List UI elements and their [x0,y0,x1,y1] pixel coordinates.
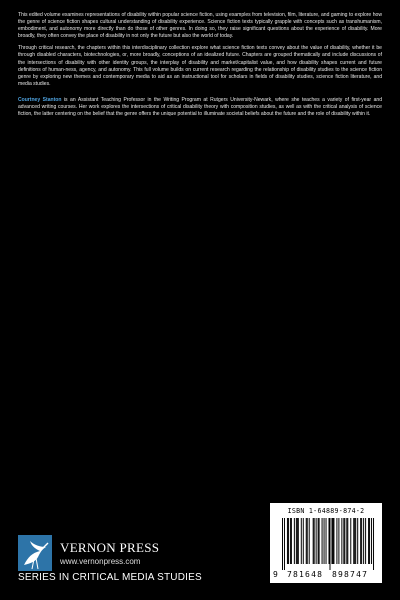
barcode-bar [314,518,315,564]
barcode-bar [353,518,354,564]
barcode-bar [301,518,302,564]
barcode-bar [355,518,356,564]
barcode-bar [316,518,317,564]
barcode-bar [332,518,333,564]
barcode-bar [297,518,298,564]
barcode-bar [347,518,348,564]
barcode-bar [329,518,330,564]
barcode-bar [284,518,285,570]
barcode-bar [322,518,323,564]
barcode-bar [373,518,374,570]
barcode-bar [298,518,299,564]
barcode-bar [309,518,310,564]
isbn-barcode [270,503,382,583]
barcode-bar [307,518,308,564]
barcode-bar [363,518,364,564]
barcode-bar [287,518,288,564]
barcode-bar [357,518,358,564]
barcode-bar [290,518,291,564]
barcode-bar [360,518,361,564]
barcode-bar [318,518,319,564]
barcode-bar [291,518,292,564]
heron-icon [18,535,52,571]
publisher-name: VERNON PRESS [60,539,160,555]
barcode-bars [282,518,376,570]
barcode-bar [288,518,289,564]
description-paragraph-2: Through critical research, the chapters within this interdisciplinary collection explore what science fiction texts convey about the value of disability, whether it be through disabled characters, biotechnologies, or, more broadly, conceptions of an idealized future. Chapters are grouped thematically and include discussions of the intersections of disability with other identity groups, the interplay of disability and market/capitalist value, and how disability shapes current and future definitions of human-ness, agency, and autonomy. This full volume builds on current research regarding the relationship of disability studies to the science fiction genre by exploring new themes and contemporary media to aid as an instructional tool for scholars in fields of disability studies, science fiction literature, and media studies. [18,45,382,87]
barcode-bar [365,518,366,564]
barcode-bar [319,518,320,564]
barcode-bar [306,518,307,564]
heron-logo-graphic [18,535,52,571]
barcode-bar [333,518,334,564]
barcode-bar [331,518,332,564]
barcode-bar [341,518,342,564]
publisher-logo [18,533,159,573]
barcode-bar [354,518,355,564]
barcode-bar [282,518,283,570]
barcode-bar [294,518,295,564]
cover-text [18,12,382,123]
publisher-text [60,540,159,567]
isbn-digit-first: 9 [273,570,278,579]
barcode-bar [336,518,337,564]
publisher-url: www.vernonpress.com [60,556,141,566]
isbn-digits-left: 781648 [287,570,324,579]
barcode-bar [344,518,345,564]
barcode-bar [338,518,339,564]
barcode-bar [303,518,304,564]
barcode-bar [324,518,325,564]
barcode-bar [350,518,351,564]
barcode-bar [326,518,327,564]
isbn-digits-right: 898747 [332,570,369,579]
barcode-bar [296,518,297,564]
barcode-bar [369,518,370,564]
barcode-bar [361,518,362,564]
author-bio [18,97,382,118]
series-title: SERIES IN CRITICAL MEDIA STUDIES [18,572,202,583]
isbn-label: ISBN 1-64889-874-2 [287,507,365,515]
author-name: Courtney Stanton [18,96,62,103]
author-bio-text: is an Assistant Teaching Professor in the Writing Program at Rutgers University-Newark, where she teaches a variety of first-year and advanced writing courses. Her work explores the intersections of critical disability theory with composition studies, as well as with the critical analysis of science fiction, the latter centering on the belief that the genre offers the unique potential to illuminate societal beliefs about the future and the role of disability within it. [18,96,383,118]
barcode-bar [329,518,330,570]
barcode-bar [313,518,314,564]
description-paragraph-1: This edited volume examines representations of disability within popular science fiction, using examples from television, film, literature, and gaming to explore how the genre of science fiction shapes cultural understanding of disability experience. Science fiction texts typically grapple with concepts such as transhumanism, embodiment, and autonomy more directly than do those of other genres. In doing so, they raise significant questions about the experience of disability. More broadly, they often convey the place of disability in not only the future but also the world of today. [18,12,382,40]
barcode-bar [368,518,369,564]
barcode-bar [346,518,347,564]
barcode-bar [343,518,344,564]
barcode-bar [371,518,372,564]
